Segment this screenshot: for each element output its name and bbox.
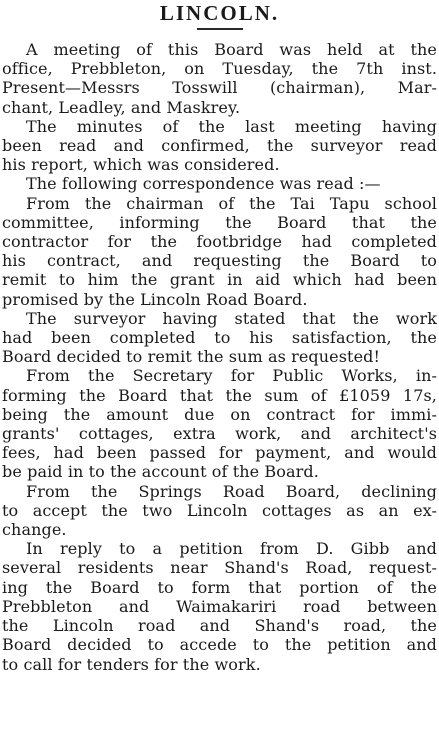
- text-line: chant, Leadley, and Maskrey.: [2, 97, 241, 117]
- text-line: be paid in to the account of the Board.: [2, 462, 319, 482]
- text-line: Present—Messrs Tosswill (chairman), Mar-: [2, 78, 437, 98]
- text-line: contractor for the footbridge had completed: [2, 232, 437, 252]
- text-line: remit to him the grant in aid which had been: [2, 270, 437, 290]
- article-paragraph: [2, 194, 437, 309]
- text-line: fees, had been passed for payment, and would: [2, 443, 437, 463]
- article-paragraph: [2, 366, 437, 481]
- text-line: his report, which was considered.: [2, 155, 280, 175]
- text-line: Board decided to accede to the petition and: [2, 635, 437, 655]
- article-paragraph: [2, 482, 437, 540]
- article-paragraph: [2, 539, 437, 673]
- article-body: [2, 40, 437, 674]
- text-line: change.: [2, 520, 67, 540]
- text-line: grants' cottages, extra work, and architect's: [2, 424, 437, 444]
- article-paragraph: [2, 174, 437, 193]
- text-line: The minutes of the last meeting having: [26, 116, 437, 136]
- text-line: his contract, and requesting the Board to: [2, 251, 437, 271]
- text-line: to accept the two Lincoln cottages as an ex-: [2, 500, 437, 520]
- text-line: being the amount due on contract for immi-: [2, 404, 437, 424]
- text-line: Board decided to remit the sum as requested!: [2, 347, 381, 367]
- article-paragraph: [2, 309, 437, 367]
- text-line: A meeting of this Board was held at the: [26, 40, 437, 59]
- text-line: had been completed to his satisfaction, the: [2, 328, 437, 348]
- text-line: ing the Board to form that portion of the: [2, 577, 437, 597]
- text-line: forming the Board that the sum of £1059 17s,: [2, 385, 437, 405]
- article-paragraph: [2, 117, 437, 175]
- text-line: promised by the Lincoln Road Board.: [2, 289, 308, 309]
- text-line: to call for tenders for the work.: [2, 654, 261, 674]
- text-line: been read and confirmed, the surveyor read: [2, 136, 437, 156]
- text-line: the Lincoln road and Shand's road, the: [2, 616, 437, 636]
- article-paragraph: [2, 40, 437, 117]
- text-line: office, Prebbleton, on Tuesday, the 7th inst.: [2, 59, 437, 79]
- text-line: From the Springs Road Board, declining: [26, 481, 437, 501]
- text-line: several residents near Shand's Road, request-: [2, 558, 437, 578]
- article-heading: LINCOLN.: [159, 1, 280, 25]
- text-line: committee, informing the Board that the: [2, 212, 437, 232]
- text-line: From the chairman of the Tai Tapu school: [26, 193, 437, 213]
- text-line: In reply to a petition from D. Gibb and: [26, 539, 437, 559]
- text-line: From the Secretary for Public Works, in-: [26, 366, 437, 386]
- text-line: Prebbleton and Waimakariri road between: [2, 596, 437, 616]
- text-line: The following correspondence was read :—: [26, 174, 381, 194]
- heading-rule: [197, 28, 243, 30]
- text-line: The surveyor having stated that the work: [26, 308, 437, 328]
